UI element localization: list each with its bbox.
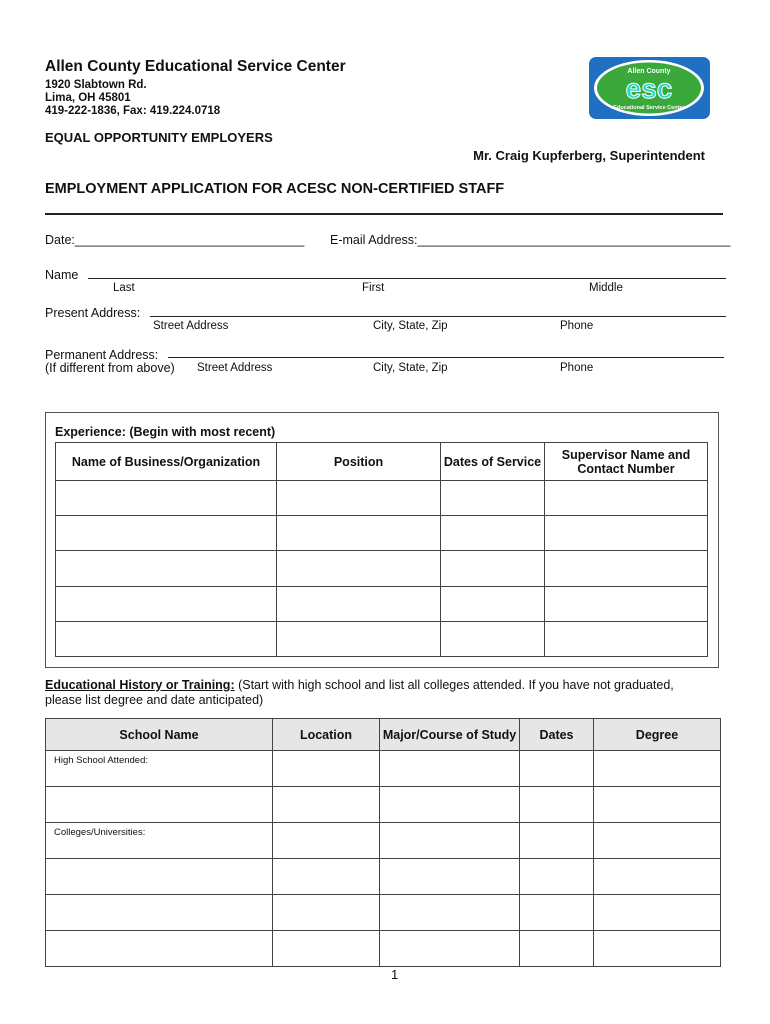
org-name: Allen County Educational Service Center [45, 58, 346, 75]
present-phone-label: Phone [560, 320, 594, 332]
name-line[interactable] [88, 278, 726, 279]
education-table [45, 718, 721, 967]
edu-cell[interactable] [273, 823, 380, 859]
exp-cell[interactable] [545, 622, 708, 657]
colleges-note: Colleges/Universities: [54, 827, 146, 838]
table-row [46, 787, 721, 823]
svg-text:Educational Service Center: Educational Service Center [613, 105, 685, 111]
superintendent: Mr. Craig Kupferberg, Superintendent [473, 148, 705, 163]
present-city-label: City, State, Zip [373, 320, 448, 332]
perm-street-label: Street Address [197, 362, 273, 374]
high-school-note: High School Attended: [54, 755, 149, 766]
exp-cell[interactable] [441, 587, 545, 622]
edu-cell[interactable] [380, 787, 520, 823]
exp-cell[interactable] [545, 516, 708, 551]
edu-cell[interactable] [46, 823, 273, 859]
perm-phone-label: Phone [560, 362, 594, 374]
edu-cell[interactable] [380, 895, 520, 931]
edu-cell[interactable] [273, 859, 380, 895]
table-row [56, 516, 708, 551]
exp-cell[interactable] [545, 587, 708, 622]
email-field[interactable]: E-mail Address:_____________________________________________ [330, 233, 731, 247]
table-row [46, 895, 721, 931]
edu-cell[interactable] [46, 787, 273, 823]
org-address-line1: 1920 Slabtown Rd. [45, 79, 147, 91]
edu-cell[interactable] [380, 751, 520, 787]
edu-cell[interactable] [46, 859, 273, 895]
exp-header-supervisor: Supervisor Name and Contact Number [545, 443, 708, 481]
exp-cell[interactable] [441, 622, 545, 657]
education-instructions-line1: (Start with high school and list all colleges attended. If you have not graduated, [234, 678, 674, 692]
edu-cell[interactable] [594, 895, 721, 931]
eoe-statement: EQUAL OPPORTUNITY EMPLOYERS [45, 130, 273, 145]
exp-cell[interactable] [56, 481, 277, 516]
exp-cell[interactable] [56, 587, 277, 622]
perm-city-label: City, State, Zip [373, 362, 448, 374]
experience-title: Experience: (Begin with most recent) [55, 425, 276, 439]
edu-cell[interactable] [273, 787, 380, 823]
exp-header-dates: Dates of Service [441, 443, 545, 481]
table-row [46, 931, 721, 967]
edu-cell[interactable] [273, 751, 380, 787]
table-row [46, 751, 721, 787]
edu-cell[interactable] [46, 751, 273, 787]
edu-cell[interactable] [46, 895, 273, 931]
permanent-address-label: Permanent Address: [45, 348, 159, 362]
svg-text:esc: esc [625, 73, 673, 104]
edu-cell[interactable] [594, 859, 721, 895]
exp-header-business: Name of Business/Organization [56, 443, 277, 481]
table-row [56, 481, 708, 516]
page-number: 1 [391, 967, 399, 982]
org-phone-fax: 419-222-1836, Fax: 419.224.0718 [45, 105, 221, 117]
edu-cell[interactable] [380, 859, 520, 895]
edu-cell[interactable] [273, 931, 380, 967]
edu-cell[interactable] [520, 895, 594, 931]
edu-cell[interactable] [594, 787, 721, 823]
education-instructions-line2: please list degree and date anticipated) [45, 693, 264, 707]
education-instructions [45, 678, 725, 708]
exp-header-position: Position [277, 443, 441, 481]
exp-cell[interactable] [56, 622, 277, 657]
exp-cell[interactable] [277, 587, 441, 622]
edu-header-degree: Degree [594, 719, 721, 751]
exp-cell[interactable] [277, 551, 441, 587]
edu-cell[interactable] [520, 751, 594, 787]
edu-cell[interactable] [380, 823, 520, 859]
edu-header-dates: Dates [520, 719, 594, 751]
org-address-line2: Lima, OH 45801 [45, 92, 131, 104]
edu-cell[interactable] [520, 787, 594, 823]
edu-header-major: Major/Course of Study [380, 719, 520, 751]
exp-cell[interactable] [441, 516, 545, 551]
edu-cell[interactable] [273, 895, 380, 931]
esc-logo [589, 57, 710, 119]
table-row [56, 587, 708, 622]
table-row [46, 823, 721, 859]
education-title: Educational History or Training: [45, 678, 235, 692]
edu-cell[interactable] [520, 859, 594, 895]
application-title: EMPLOYMENT APPLICATION FOR ACESC NON-CERTIFIED STAFF [45, 181, 505, 197]
exp-cell[interactable] [545, 551, 708, 587]
present-street-label: Street Address [153, 320, 229, 332]
table-row [56, 551, 708, 587]
title-rule [45, 213, 723, 215]
date-field[interactable]: Date:_________________________________ [45, 233, 305, 247]
edu-cell[interactable] [520, 823, 594, 859]
permanent-address-sublabel: (If different from above) [45, 361, 175, 375]
permanent-address-line[interactable] [168, 357, 724, 358]
exp-cell[interactable] [277, 481, 441, 516]
name-last-label: Last [113, 282, 135, 294]
exp-cell[interactable] [56, 551, 277, 587]
edu-header-school: School Name [46, 719, 273, 751]
edu-cell[interactable] [594, 931, 721, 967]
exp-cell[interactable] [545, 481, 708, 516]
exp-cell[interactable] [441, 481, 545, 516]
edu-cell[interactable] [46, 931, 273, 967]
exp-cell[interactable] [441, 551, 545, 587]
table-row [56, 622, 708, 657]
name-first-label: First [362, 282, 385, 294]
exp-cell[interactable] [56, 516, 277, 551]
present-address-line[interactable] [150, 316, 726, 317]
edu-cell[interactable] [594, 823, 721, 859]
experience-table [55, 442, 708, 657]
edu-header-location: Location [273, 719, 380, 751]
name-label: Name [45, 268, 79, 282]
edu-cell[interactable] [380, 931, 520, 967]
name-middle-label: Middle [589, 282, 623, 294]
exp-cell[interactable] [277, 622, 441, 657]
edu-cell[interactable] [520, 931, 594, 967]
svg-text:Allen County: Allen County [627, 68, 671, 75]
table-row [46, 859, 721, 895]
present-address-label: Present Address: [45, 306, 141, 320]
edu-cell[interactable] [594, 751, 721, 787]
exp-cell[interactable] [277, 516, 441, 551]
